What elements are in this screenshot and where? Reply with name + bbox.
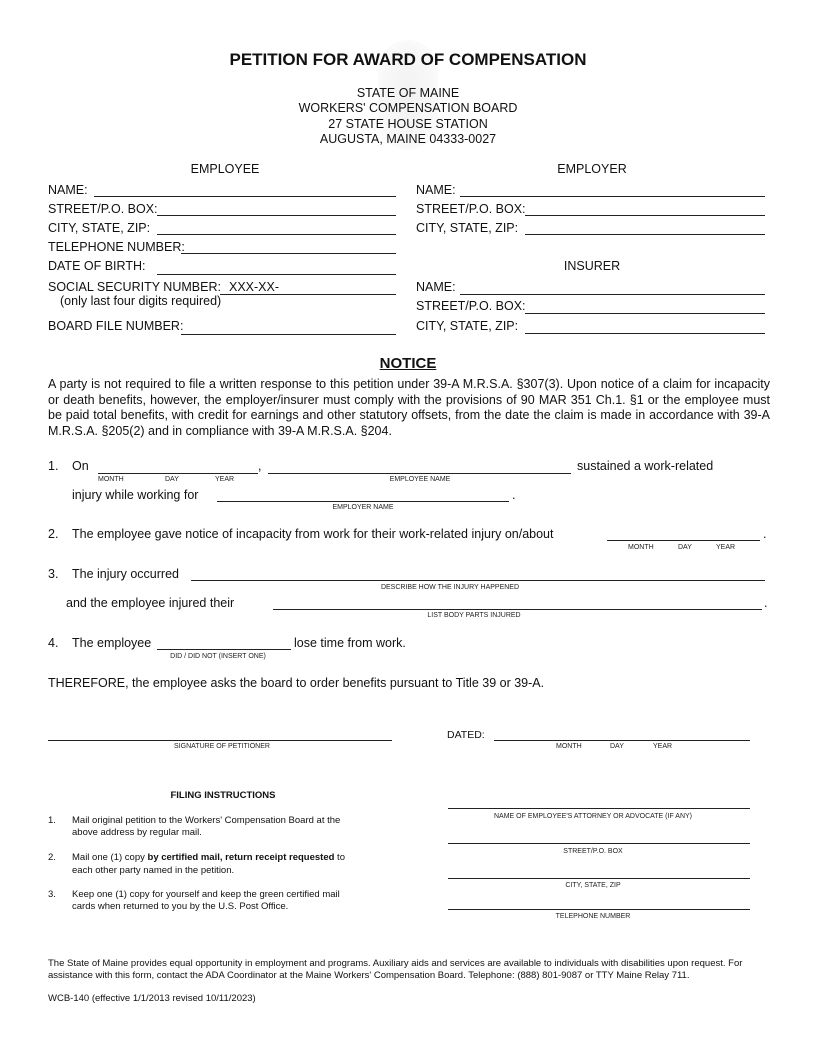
employee-street-field[interactable] bbox=[157, 215, 396, 216]
employee-street-label: STREET/P.O. BOX: bbox=[48, 202, 158, 216]
caption-day: DAY bbox=[610, 743, 624, 750]
caption-day: DAY bbox=[165, 476, 179, 483]
item1-injury: injury while working for bbox=[72, 488, 199, 502]
employer-street-label: STREET/P.O. BOX: bbox=[416, 202, 526, 216]
employee-phone-label: TELEPHONE NUMBER: bbox=[48, 240, 185, 254]
filing-number: 2. bbox=[48, 852, 56, 863]
address-line: STATE OF MAINE bbox=[356, 86, 460, 100]
notice-text: A party is not required to file a written response to this petition under 39-A M.R.S.A. §307(3). Upon notice of a claim for incapacity or death benefits, however, the employer/insurer must comply with the provisions of 90 MAR 351 Ch.1. §1 or the employee must be paid total benefits, with credit for earnings and other statutory offsets, from the date the claim is made in accordance with 39-A M.R.S.A. §205(2) and in compliance with 39-A M.R.S.A. §204. bbox=[48, 377, 770, 439]
page-title: PETITION FOR AWARD OF COMPENSATION bbox=[229, 50, 587, 69]
insurer-city-label: CITY, STATE, ZIP: bbox=[416, 319, 519, 333]
therefore-text: THEREFORE, the employee asks the board to order benefits pursuant to Title 39 or 39-A. bbox=[48, 676, 545, 690]
item-number: 3. bbox=[48, 567, 59, 581]
employee-ssn-prefix: XXX-XX- bbox=[229, 280, 280, 294]
caption-year: YEAR bbox=[716, 544, 736, 551]
item-number: 1. bbox=[48, 459, 59, 473]
filing-item-1: Mail original petition to the Workers' Compensation Board at the bbox=[72, 815, 341, 826]
caption-attorney-city: CITY, STATE, ZIP bbox=[565, 882, 621, 889]
filing-item-1-cont: above address by regular mail. bbox=[72, 827, 202, 838]
employee-name-inline-field[interactable] bbox=[268, 473, 571, 474]
employer-street-field[interactable] bbox=[525, 215, 765, 216]
form-id: WCB-140 (effective 1/1/2013 revised 10/11/2023) bbox=[48, 993, 256, 1004]
notice-heading: NOTICE bbox=[379, 355, 437, 372]
employer-name-label: NAME: bbox=[416, 183, 456, 197]
insurer-name-label: NAME: bbox=[416, 280, 456, 294]
caption-describe: DESCRIBE HOW THE INJURY HAPPENED bbox=[380, 584, 520, 591]
item3-and: and the employee injured their bbox=[66, 596, 235, 610]
caption-attorney-name: NAME OF EMPLOYEE'S ATTORNEY OR ADVOCATE (IF ANY) bbox=[493, 813, 693, 820]
caption-month: MONTH bbox=[628, 544, 654, 551]
filing-item-3: Keep one (1) copy for yourself and keep the green certified mail bbox=[72, 889, 340, 900]
injury-description-field[interactable] bbox=[191, 580, 765, 581]
employee-city-label: CITY, STATE, ZIP: bbox=[48, 221, 151, 235]
period: . bbox=[763, 527, 767, 541]
employee-dob-label: DATE OF BIRTH: bbox=[48, 259, 146, 273]
employee-city-field[interactable] bbox=[157, 234, 396, 235]
board-file-field[interactable] bbox=[181, 334, 396, 335]
filing-heading: FILING INSTRUCTIONS bbox=[170, 790, 276, 801]
employee-heading: EMPLOYEE bbox=[190, 162, 260, 176]
caption-year: YEAR bbox=[215, 476, 235, 483]
address-line: WORKERS' COMPENSATION BOARD bbox=[298, 101, 518, 115]
attorney-city-field[interactable] bbox=[448, 878, 750, 879]
employer-city-field[interactable] bbox=[525, 234, 765, 235]
injury-date-field[interactable] bbox=[98, 473, 258, 474]
caption-signature: SIGNATURE OF PETITIONER bbox=[174, 743, 270, 750]
insurer-city-field[interactable] bbox=[525, 333, 765, 334]
employee-phone-field[interactable] bbox=[181, 253, 396, 254]
address-line: AUGUSTA, MAINE 04333-0027 bbox=[319, 132, 497, 146]
item1-on: On bbox=[72, 459, 89, 473]
employee-ssn-field[interactable] bbox=[220, 294, 396, 295]
dated-field[interactable] bbox=[494, 740, 750, 741]
employee-dob-field[interactable] bbox=[157, 274, 396, 275]
caption-year: YEAR bbox=[653, 743, 673, 750]
caption-employee-name: EMPLOYEE NAME bbox=[389, 476, 451, 483]
comma: , bbox=[258, 459, 262, 473]
address-line: 27 STATE HOUSE STATION bbox=[328, 117, 488, 131]
caption-day: DAY bbox=[678, 544, 692, 551]
caption-month: MONTH bbox=[98, 476, 124, 483]
employee-name-label: NAME: bbox=[48, 183, 88, 197]
insurer-street-label: STREET/P.O. BOX: bbox=[416, 299, 526, 313]
attorney-phone-field[interactable] bbox=[448, 909, 750, 910]
ssn-note: (only last four digits required) bbox=[60, 294, 222, 308]
filing-number: 1. bbox=[48, 815, 56, 826]
employer-name-field[interactable] bbox=[460, 196, 765, 197]
period: . bbox=[764, 596, 768, 610]
caption-body-parts: LIST BODY PARTS INJURED bbox=[427, 612, 521, 619]
caption-attorney-street: STREET/P.O. BOX bbox=[563, 848, 623, 855]
caption-month: MONTH bbox=[556, 743, 582, 750]
item4-text: The employee bbox=[72, 636, 152, 650]
item-number: 2. bbox=[48, 527, 59, 541]
employee-name-field[interactable] bbox=[94, 196, 396, 197]
insurer-name-field[interactable] bbox=[460, 294, 765, 295]
item-number: 4. bbox=[48, 636, 59, 650]
insurer-heading: INSURER bbox=[563, 259, 621, 273]
filing-item-3-cont: cards when returned to you by the U.S. Post Office. bbox=[72, 901, 289, 912]
notice-date-field[interactable] bbox=[607, 540, 760, 541]
signature-field[interactable] bbox=[48, 740, 392, 741]
item3-text: The injury occurred bbox=[72, 567, 179, 581]
employer-city-label: CITY, STATE, ZIP: bbox=[416, 221, 519, 235]
caption-attorney-phone: TELEPHONE NUMBER bbox=[555, 913, 631, 920]
filing-item-2-bold: by certified mail, return receipt requested bbox=[147, 852, 335, 863]
employer-name-inline-field[interactable] bbox=[217, 501, 509, 502]
caption-employer-name: EMPLOYER NAME bbox=[332, 504, 394, 511]
filing-number: 3. bbox=[48, 889, 56, 900]
item4-after: lose time from work. bbox=[294, 636, 406, 650]
period: . bbox=[512, 488, 516, 502]
ada-notice: The State of Maine provides equal opportunity in employment and programs. Auxiliary aids and services are available to individuals with disabilities upon request. For assistance with this form, contact the ADA Coordinator at the Maine Workers' Compensation Board. Telephone: (888) 801-9087 or TTY Maine Relay 711. bbox=[48, 958, 743, 982]
employee-ssn-label: SOCIAL SECURITY NUMBER: bbox=[48, 280, 221, 294]
lost-time-field[interactable] bbox=[157, 649, 291, 650]
dated-label: DATED: bbox=[447, 729, 485, 741]
attorney-name-field[interactable] bbox=[448, 808, 750, 809]
attorney-street-field[interactable] bbox=[448, 843, 750, 844]
employer-heading: EMPLOYER bbox=[557, 162, 627, 176]
item2-text: The employee gave notice of incapacity from work for their work-related injury on/about bbox=[72, 527, 554, 541]
filing-item-2-pre: Mail one (1) copy bbox=[72, 852, 148, 863]
board-file-label: BOARD FILE NUMBER: bbox=[48, 319, 184, 333]
filing-item-2-cont: each other party named in the petition. bbox=[72, 865, 235, 876]
filing-item-2-post: to bbox=[334, 852, 345, 863]
item1-sustained: sustained a work-related bbox=[577, 459, 714, 473]
body-parts-field[interactable] bbox=[273, 609, 762, 610]
caption-did-did-not: DID / DID NOT (INSERT ONE) bbox=[170, 653, 266, 660]
filing-item-2 bbox=[72, 853, 345, 863]
insurer-street-field[interactable] bbox=[525, 313, 765, 314]
